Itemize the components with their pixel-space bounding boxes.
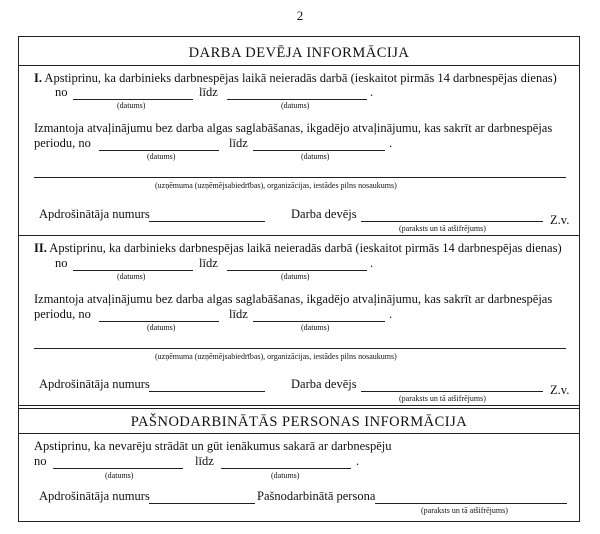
self-employed-section-title: PAŠNODARBINĀTĀS PERSONAS INFORMĀCIJA (130, 414, 468, 430)
period-dot: . (356, 454, 360, 468)
date-hint: (datums) (271, 471, 300, 480)
block-statement (34, 71, 557, 86)
to-date-field[interactable] (227, 99, 367, 100)
employer-label: Darba devējs (291, 377, 357, 391)
date-hint: (datums) (281, 101, 310, 110)
leave-from-date-field[interactable] (99, 150, 219, 151)
self-employed-signature-field[interactable] (375, 503, 567, 504)
to-date-field[interactable] (221, 468, 351, 469)
leave-text-line-2: periodu, no (34, 136, 91, 150)
leave-to-date-field[interactable] (253, 150, 385, 151)
from-date-field[interactable] (53, 468, 183, 469)
organization-hint: (uzņēmuma (uzņēmējsabiedrības), organizācijas, iestādes pilns nosaukums) (155, 352, 397, 361)
page-number: 2 (296, 8, 304, 23)
block-statement-text: Apstiprinu, ka darbinieks darbnespējas laikā neieradās darbā (ieskaitot pirmās 14 darbnespējas dienas) (46, 241, 562, 255)
period-dot: . (370, 256, 374, 270)
date-hint: (datums) (117, 272, 146, 281)
leave-text-line-2: periodu, no (34, 307, 91, 321)
from-date-field[interactable] (73, 270, 193, 271)
signature-hint: (paraksts un tā atšifrējums) (421, 506, 508, 515)
to-label: līdz (199, 85, 218, 99)
self-employed-person-label: Pašnodarbinātā persona (257, 489, 376, 503)
divider (19, 433, 579, 434)
block-roman-numeral: II. (34, 241, 47, 255)
insurer-number-field[interactable] (149, 221, 265, 222)
block-roman-numeral: I. (34, 71, 42, 85)
insurer-number-label: Apdrošinātāja numurs (39, 207, 150, 221)
organization-name-field[interactable] (34, 348, 566, 349)
divider (19, 65, 579, 66)
date-hint: (datums) (147, 152, 176, 161)
date-hint: (datums) (105, 471, 134, 480)
to-date-field[interactable] (227, 270, 367, 271)
leave-from-date-field[interactable] (99, 321, 219, 322)
insurer-number-field[interactable] (149, 391, 265, 392)
leave-to-date-field[interactable] (253, 321, 385, 322)
from-label: no (55, 85, 68, 99)
organization-name-field[interactable] (34, 177, 566, 178)
period-dot: . (389, 307, 393, 321)
signature-hint: (paraksts un tā atšifrējums) (399, 394, 486, 403)
to-label: līdz (229, 136, 248, 150)
seal-label: Z.v. (550, 383, 570, 397)
block-statement-text: Apstiprinu, ka darbinieks darbnespējas laikā neieradās darbā (ieskaitot pirmās 14 darbnespējas dienas) (42, 71, 557, 85)
insurer-number-label: Apdrošinātāja numurs (39, 489, 150, 503)
date-hint: (datums) (301, 323, 330, 332)
to-label: līdz (229, 307, 248, 321)
date-hint: (datums) (147, 323, 176, 332)
employer-label: Darba devējs (291, 207, 357, 221)
to-label: līdz (199, 256, 218, 270)
leave-text-line-1: Izmantoja atvaļinājumu bez darba algas saglabāšanas, ikgadējo atvaļinājumu, kas sakrīt ar darbnespējas (34, 121, 553, 135)
to-label: līdz (195, 454, 214, 468)
signature-hint: (paraksts un tā atšifrējums) (399, 224, 486, 233)
employer-signature-field[interactable] (361, 221, 543, 222)
seal-label: Z.v. (550, 213, 570, 227)
date-hint: (datums) (301, 152, 330, 161)
period-dot: . (370, 85, 374, 99)
period-dot: . (389, 136, 393, 150)
insurer-number-label: Apdrošinātāja numurs (39, 377, 150, 391)
insurer-number-field[interactable] (149, 503, 255, 504)
from-label: no (34, 454, 47, 468)
employer-signature-field[interactable] (361, 391, 543, 392)
organization-hint: (uzņēmuma (uzņēmējsabiedrības), organizācijas, iestādes pilns nosaukums) (155, 181, 397, 190)
block-statement (34, 241, 562, 256)
date-hint: (datums) (117, 101, 146, 110)
date-hint: (datums) (281, 272, 310, 281)
section-divider (19, 405, 579, 409)
from-label: no (55, 256, 68, 270)
from-date-field[interactable] (73, 99, 193, 100)
leave-text-line-1: Izmantoja atvaļinājumu bez darba algas saglabāšanas, ikgadējo atvaļinājumu, kas sakrīt ar darbnespējas (34, 292, 553, 306)
employer-section-title: DARBA DEVĒJA INFORMĀCIJA (188, 45, 410, 61)
divider (19, 235, 579, 236)
self-employed-statement: Apstiprinu, ka nevarēju strādāt un gūt ienākumus sakarā ar darbnespēju (34, 439, 392, 453)
sick-leave-form (18, 36, 580, 522)
